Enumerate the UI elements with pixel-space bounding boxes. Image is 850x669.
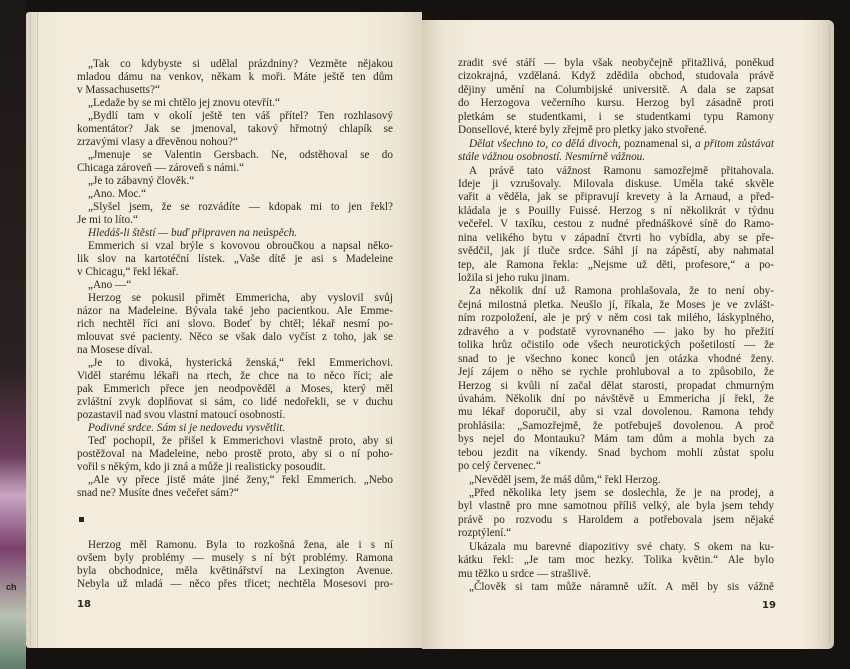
page-stack-edge (818, 26, 830, 642)
text-line: Podivné srdce. Sám si je nedovedu vysvětlit. (88, 422, 286, 434)
text-line: ovšem byly problémy — musely s ní být problémy. Ramona (77, 552, 393, 564)
text-line: mu lékař doporučil, aby si vzal dovolenou. Ramona tehdy (458, 406, 774, 419)
text-line: „Je to zábavný člověk.“ (88, 175, 195, 187)
text-line: zvláštní zvyk doplňovat si sám, co lidé nedořekli, se v duchu (77, 396, 393, 408)
page-number: 19 (762, 600, 776, 611)
text-line: ním rozpoložení, ale je prý v něm cosi tak milého, láskyplného, (458, 312, 774, 325)
text-line: „Nevěděl jsem, že máš dům,“ řekl Herzog. (469, 473, 661, 486)
text-line: ložila si jeho ruku jinam. (458, 272, 570, 284)
text-line: „Jmenuje se Valentin Gersbach. Ne, odstěhoval se do (88, 149, 393, 161)
text-line: „Ano —“ (88, 279, 132, 291)
text-line: Její zájem o něho se rychle prohluboval a to způsobilo, že (458, 366, 774, 379)
text-line: prohlásila: „Samozřejmě, že potřebuješ dovolenou. A proč (458, 419, 774, 432)
italic-text: a přitom zůstávat (695, 137, 774, 150)
text-line: na Mosese díval. (77, 344, 153, 356)
right-page (422, 20, 834, 649)
text-line: „Ano. Moc.“ (88, 188, 147, 200)
text-line: tep, ale Ramona řekla: „Nejsme už děti, profesore,“ a po- (458, 258, 774, 271)
text-line: Hledáš-li štěstí — buď připraven na neúspěch. (88, 227, 298, 239)
text-line: Chicaga zároveň — zároveň s námi.“ (77, 162, 245, 174)
text-line: nina velikého bytu v západní čtvrti ho vybídla, aby se pře- (458, 231, 774, 244)
text-line: „Bydlí tam v okolí ještě ten váš přítel? Ten rozhlasový (88, 110, 393, 122)
text-line: Emmerich si vzal brýle s kovovou obroučkou a napsal něko- (88, 240, 393, 252)
text-line: „Člověk si tam může náramně užít. A měl by sis vážně (469, 581, 774, 594)
text-line: Herzog si kvůli ní začal dělat starosti, propadat chmurným (458, 379, 774, 392)
text-line: byl vlastně pro mne samotnou příliš velký, ale byla jsem tehdy (458, 500, 774, 513)
text-line: Herzog měl Ramonu. Byla to rozkošná žena, ale i s ní (88, 539, 393, 551)
text-line: postěžoval na Madeleine, nebo prostě proto, aby si o ní poho- (77, 448, 393, 460)
text-line: „Je to divoká, hysterická ženská,“ řekl Emmerichovi. (88, 357, 393, 369)
text-line: zradit své stáří — byla však neobyčejně přitažlivá, poněkud (458, 57, 774, 69)
text-line (458, 138, 774, 151)
photo-label: ch (6, 582, 17, 592)
text-line: vařit a věděla, jak se připravují krevety à la Arnaud, a před- (458, 191, 774, 204)
text-line: svědčil, jak jí tluče srdce. Sáhl jí na zápěstí, aby nahmatal (458, 245, 774, 258)
text-line: názor na Madeleine. Bývala také jeho pacientkou. Ale Emme- (77, 305, 393, 317)
text-line: Ideje ji vzrušovaly. Milovala diskuse. Uměla také skvěle (458, 177, 774, 190)
text-line: snad ne? Musíte dnes večeřet sám?“ (77, 487, 239, 499)
background-photo (0, 0, 26, 669)
page-number: 18 (77, 599, 91, 610)
text-line: do Herzogova večerního kursu. Herzog byl zásadně proti (458, 97, 774, 110)
blank-line (77, 526, 393, 539)
text-line: mladou dámu na venkov, někam k moři. Máte ještě ten dům (77, 71, 393, 83)
text-line: právě po rozvodu s Haroldem a potřebovala jsem nějaké (458, 513, 774, 526)
text-line: „Před několika lety jsem se doslechla, že je na prodej, a (469, 487, 774, 499)
text-line: stále vážnou osobností. Nesmírně vážnou. (458, 151, 646, 164)
text-line: tebou jezdit na víkendy. Snad bychom mohli zůstat spolu (458, 446, 774, 459)
text-line: cizokrajná, vzdělaná. Když zdědila obchod, studovala právě (458, 70, 774, 83)
text-line: „Slyšel jsem, že se rozvádíte — kdopak mi to jen řekl? (88, 201, 393, 213)
text-line: Je mi to líto.“ (77, 214, 138, 226)
text-line: v Chicagu,“ řekl lékař. (77, 266, 179, 278)
text-line: snad to je všechno konec konců jen otázka vhodné ženy. (458, 352, 774, 365)
text-line: kládala je s Pouilly Fuissé. Herzog s ní několikrát v týdnu (458, 204, 774, 217)
text-line: komentátor? Jak se jmenoval, takový hřmotný chlapík se (77, 123, 393, 135)
text-line: večeřel. V taxíku, cestou z nudné přednáškové síně do Ramo- (458, 218, 774, 231)
text-line: Herzog se pokusil přimět Emmericha, aby vyslovil svůj (88, 292, 393, 304)
text-line: byla obchodnice, měla květinářství na Lexington Avenue. (77, 565, 393, 577)
text-line: rozptýlení.“ (458, 527, 512, 540)
text-line: po celý červenec.“ (458, 460, 541, 473)
text-line: pozastavil nad svou vlastní matoucí osobností. (77, 409, 286, 421)
text-line: „Ledaže by se mi chtělo jej znovu otevřít.“ (88, 97, 280, 109)
text-line: tolika hrůz očistilo ode všech neurotických pošetilostí — že (458, 339, 774, 352)
text-line: Nebyla už mladá — něco přes třicet; nechtěla Mosesovi pro- (77, 578, 393, 590)
text-line: A právě tato vážnost Ramonu samozřejmě přitahovala. (469, 164, 774, 177)
text-line: pletkám se studentkami, i se studentkami typu Ramony (458, 110, 774, 123)
text-line: kátku řekl: „Je tam moc hezky. Tolika květin.“ Ale bylo (458, 554, 774, 567)
text-line: Viděl starému lékaři na rtech, že chce na to něco říci; ale (77, 370, 393, 382)
text-line: Ukázala mu barevné diapozitivy své chaty. S okem na ku- (469, 540, 774, 553)
text-line: zrzavými vlasy a dřevěnou nohou?“ (77, 136, 238, 148)
left-page (26, 12, 422, 648)
page-stack-edge (30, 12, 38, 648)
left-page-text (77, 58, 393, 591)
text-line: vořil s někým, kdo ji zná a může ji realisticky posoudit. (77, 461, 326, 473)
right-page-text (458, 57, 774, 595)
text-line: dějiny umění na Columbijské universitě. A dala se zapsat (458, 83, 774, 96)
text-line: „Tak co kdybyste si udělal prázdniny? Vezměte nějakou (88, 58, 393, 70)
text-line: mlouvat své pacienty. Něco se však dalo vyčíst z toho, jak se (77, 331, 393, 343)
text-line: čejná milostná pletka. Neušlo jí, říkala, že Moses je ve zvlášt- (458, 298, 774, 311)
text-line: mu těžko u srdce — strašlivě. (458, 567, 591, 580)
text-line: bys nejel do Montauku? Mám tam dům a mohla bych za (458, 433, 774, 446)
text-line: rich nechtěl říci ani slovo. Bodeť by chtěl; lékař nesmí po- (77, 318, 393, 330)
text-line: zdravého a v podstatě vyrovnaného — jako by ho přežití (458, 325, 774, 338)
text-span: , poznamenal si, (617, 137, 696, 150)
text-line: Donsellové, které byly zřejmě pro pletky jako stvořené. (458, 124, 707, 137)
text-line: úvahám. Několik dní po návštěvě u Emmericha jí řekl, že (458, 392, 774, 405)
text-line: Za několik dní už Ramona prohlašovala, že to není oby- (469, 285, 774, 298)
text-line: pak Emmerich přece jen neodpověděl a Moses, který měl (77, 383, 393, 395)
blank-line (77, 500, 393, 513)
text-line: „Ale vy přece jistě máte jiné ženy,“ řekl Emmerich. „Nebo (88, 474, 393, 486)
text-line: lik slov na kartotéční lístek. „Vaše dítě je asi s Madeleine (77, 253, 393, 265)
italic-text: Dělat všechno to, co dělá divoch (469, 137, 618, 150)
text-line: v Massachusetts?“ (77, 84, 160, 96)
section-break (77, 513, 393, 526)
text-line: Teď pochopil, že přišel k Emmerichovi vlastně proto, aby si (88, 435, 393, 447)
section-break-square-icon (79, 517, 84, 522)
